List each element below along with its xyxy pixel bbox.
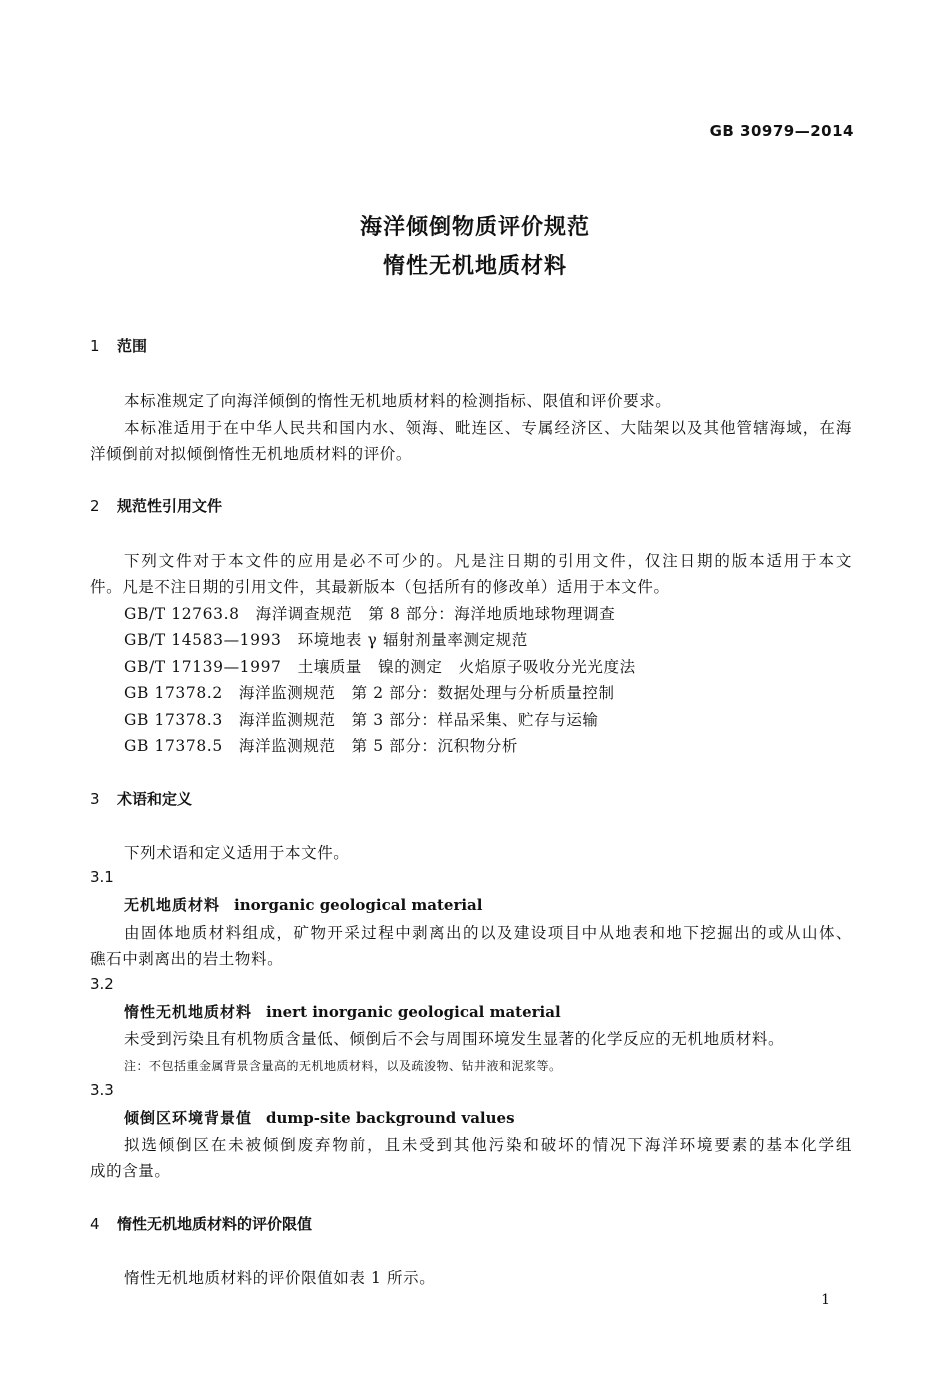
reference-title: 海洋监测规范 第 3 部分：样品采集、贮存与运输 (238, 711, 599, 729)
term-definition: 礁石中剥离出的岩土物料。 (90, 950, 284, 968)
reference-item (124, 734, 518, 756)
section-title: 规范性引用文件 (117, 497, 223, 515)
reference-title: 海洋调查规范 第 8 部分：海洋地质地球物理调查 (255, 605, 616, 623)
reference-item (124, 655, 636, 677)
section-number: 4 (90, 1215, 100, 1233)
section-title: 惰性无机地质材料的评价限值 (117, 1215, 313, 1233)
section-title: 范围 (117, 337, 148, 355)
paragraph: 本标准适用于在中华人民共和国内水、领海、毗连区、专属经济区、大陆架以及其他管辖海域，在海 (124, 419, 852, 437)
reference-code: GB 17378.3 (124, 711, 223, 729)
section-number: 2 (90, 497, 100, 515)
term-definition: 成的含量。 (90, 1162, 171, 1180)
term-chinese: 惰性无机地质材料 (124, 1003, 253, 1021)
reference-title: 土壤质量 镍的测定 火焰原子吸收分光光度法 (297, 658, 636, 676)
term-note: 注：不包括重金属背景含量高的无机地质材料，以及疏浚物、钻井液和泥浆等。 (124, 1059, 562, 1073)
paragraph: 惰性无机地质材料的评价限值如表 1 所示。 (124, 1269, 436, 1287)
term-definition: 拟选倾倒区在未被倾倒废弃物前，且未受到其他污染和破坏的情况下海洋环境要素的基本化学组 (124, 1136, 852, 1154)
term-definition: 未受到污染且有机物质含量低、倾倒后不会与周围环境发生显著的化学反应的无机地质材料。 (124, 1030, 785, 1048)
term-chinese: 无机地质材料 (124, 896, 221, 914)
reference-code: GB/T 12763.8 (124, 605, 240, 623)
section-3-heading (90, 788, 192, 809)
document-title-line1: 海洋倾倒物质评价规范 (359, 215, 590, 240)
reference-item (124, 681, 615, 703)
paragraph: 下列术语和定义适用于本文件。 (124, 844, 350, 862)
standard-number: GB 30979—2014 (709, 122, 854, 140)
term-heading (124, 1107, 515, 1128)
reference-item (124, 628, 528, 650)
document-title-line2: 惰性无机地质材料 (382, 254, 567, 279)
section-4-heading (90, 1213, 312, 1234)
paragraph: 下列文件对于本文件的应用是必不可少的。凡是注日期的引用文件，仅注日期的版本适用于本文 (124, 552, 852, 570)
reference-code: GB/T 17139—1997 (124, 658, 282, 676)
term-english: inert inorganic geological material (266, 1003, 561, 1021)
section-title: 术语和定义 (117, 790, 193, 808)
term-english: dump-site background values (266, 1109, 515, 1127)
paragraph: 件。凡是不注日期的引用文件，其最新版本（包括所有的修改单）适用于本文件。 (90, 578, 670, 596)
clause-number: 3.3 (90, 1081, 114, 1099)
page-number: 1 (821, 1292, 830, 1308)
clause-number: 3.2 (90, 975, 114, 993)
reference-title: 环境地表 γ 辐射剂量率测定规范 (297, 631, 528, 649)
term-chinese: 倾倒区环境背景值 (124, 1109, 253, 1127)
reference-code: GB 17378.2 (124, 684, 223, 702)
reference-title: 海洋监测规范 第 2 部分：数据处理与分析质量控制 (238, 684, 615, 702)
term-english: inorganic geological material (234, 896, 483, 914)
reference-code: GB/T 14583—1993 (124, 631, 282, 649)
paragraph: 本标准规定了向海洋倾倒的惰性无机地质材料的检测指标、限值和评价要求。 (124, 392, 672, 410)
section-number: 1 (90, 337, 100, 355)
section-number: 3 (90, 790, 100, 808)
clause-number: 3.1 (90, 868, 114, 886)
reference-item (124, 602, 615, 624)
term-definition: 由固体地质材料组成，矿物开采过程中剥离出的以及建设项目中从地表和地下挖掘出的或从山体、 (124, 924, 852, 942)
term-heading (124, 1001, 561, 1022)
section-2-heading (90, 495, 222, 516)
reference-item (124, 708, 599, 730)
reference-code: GB 17378.5 (124, 737, 223, 755)
paragraph: 洋倾倒前对拟倾倒惰性无机地质材料的评价。 (90, 445, 413, 463)
term-heading (124, 894, 482, 915)
section-1-heading (90, 335, 147, 356)
reference-title: 海洋监测规范 第 5 部分：沉积物分析 (238, 737, 519, 755)
